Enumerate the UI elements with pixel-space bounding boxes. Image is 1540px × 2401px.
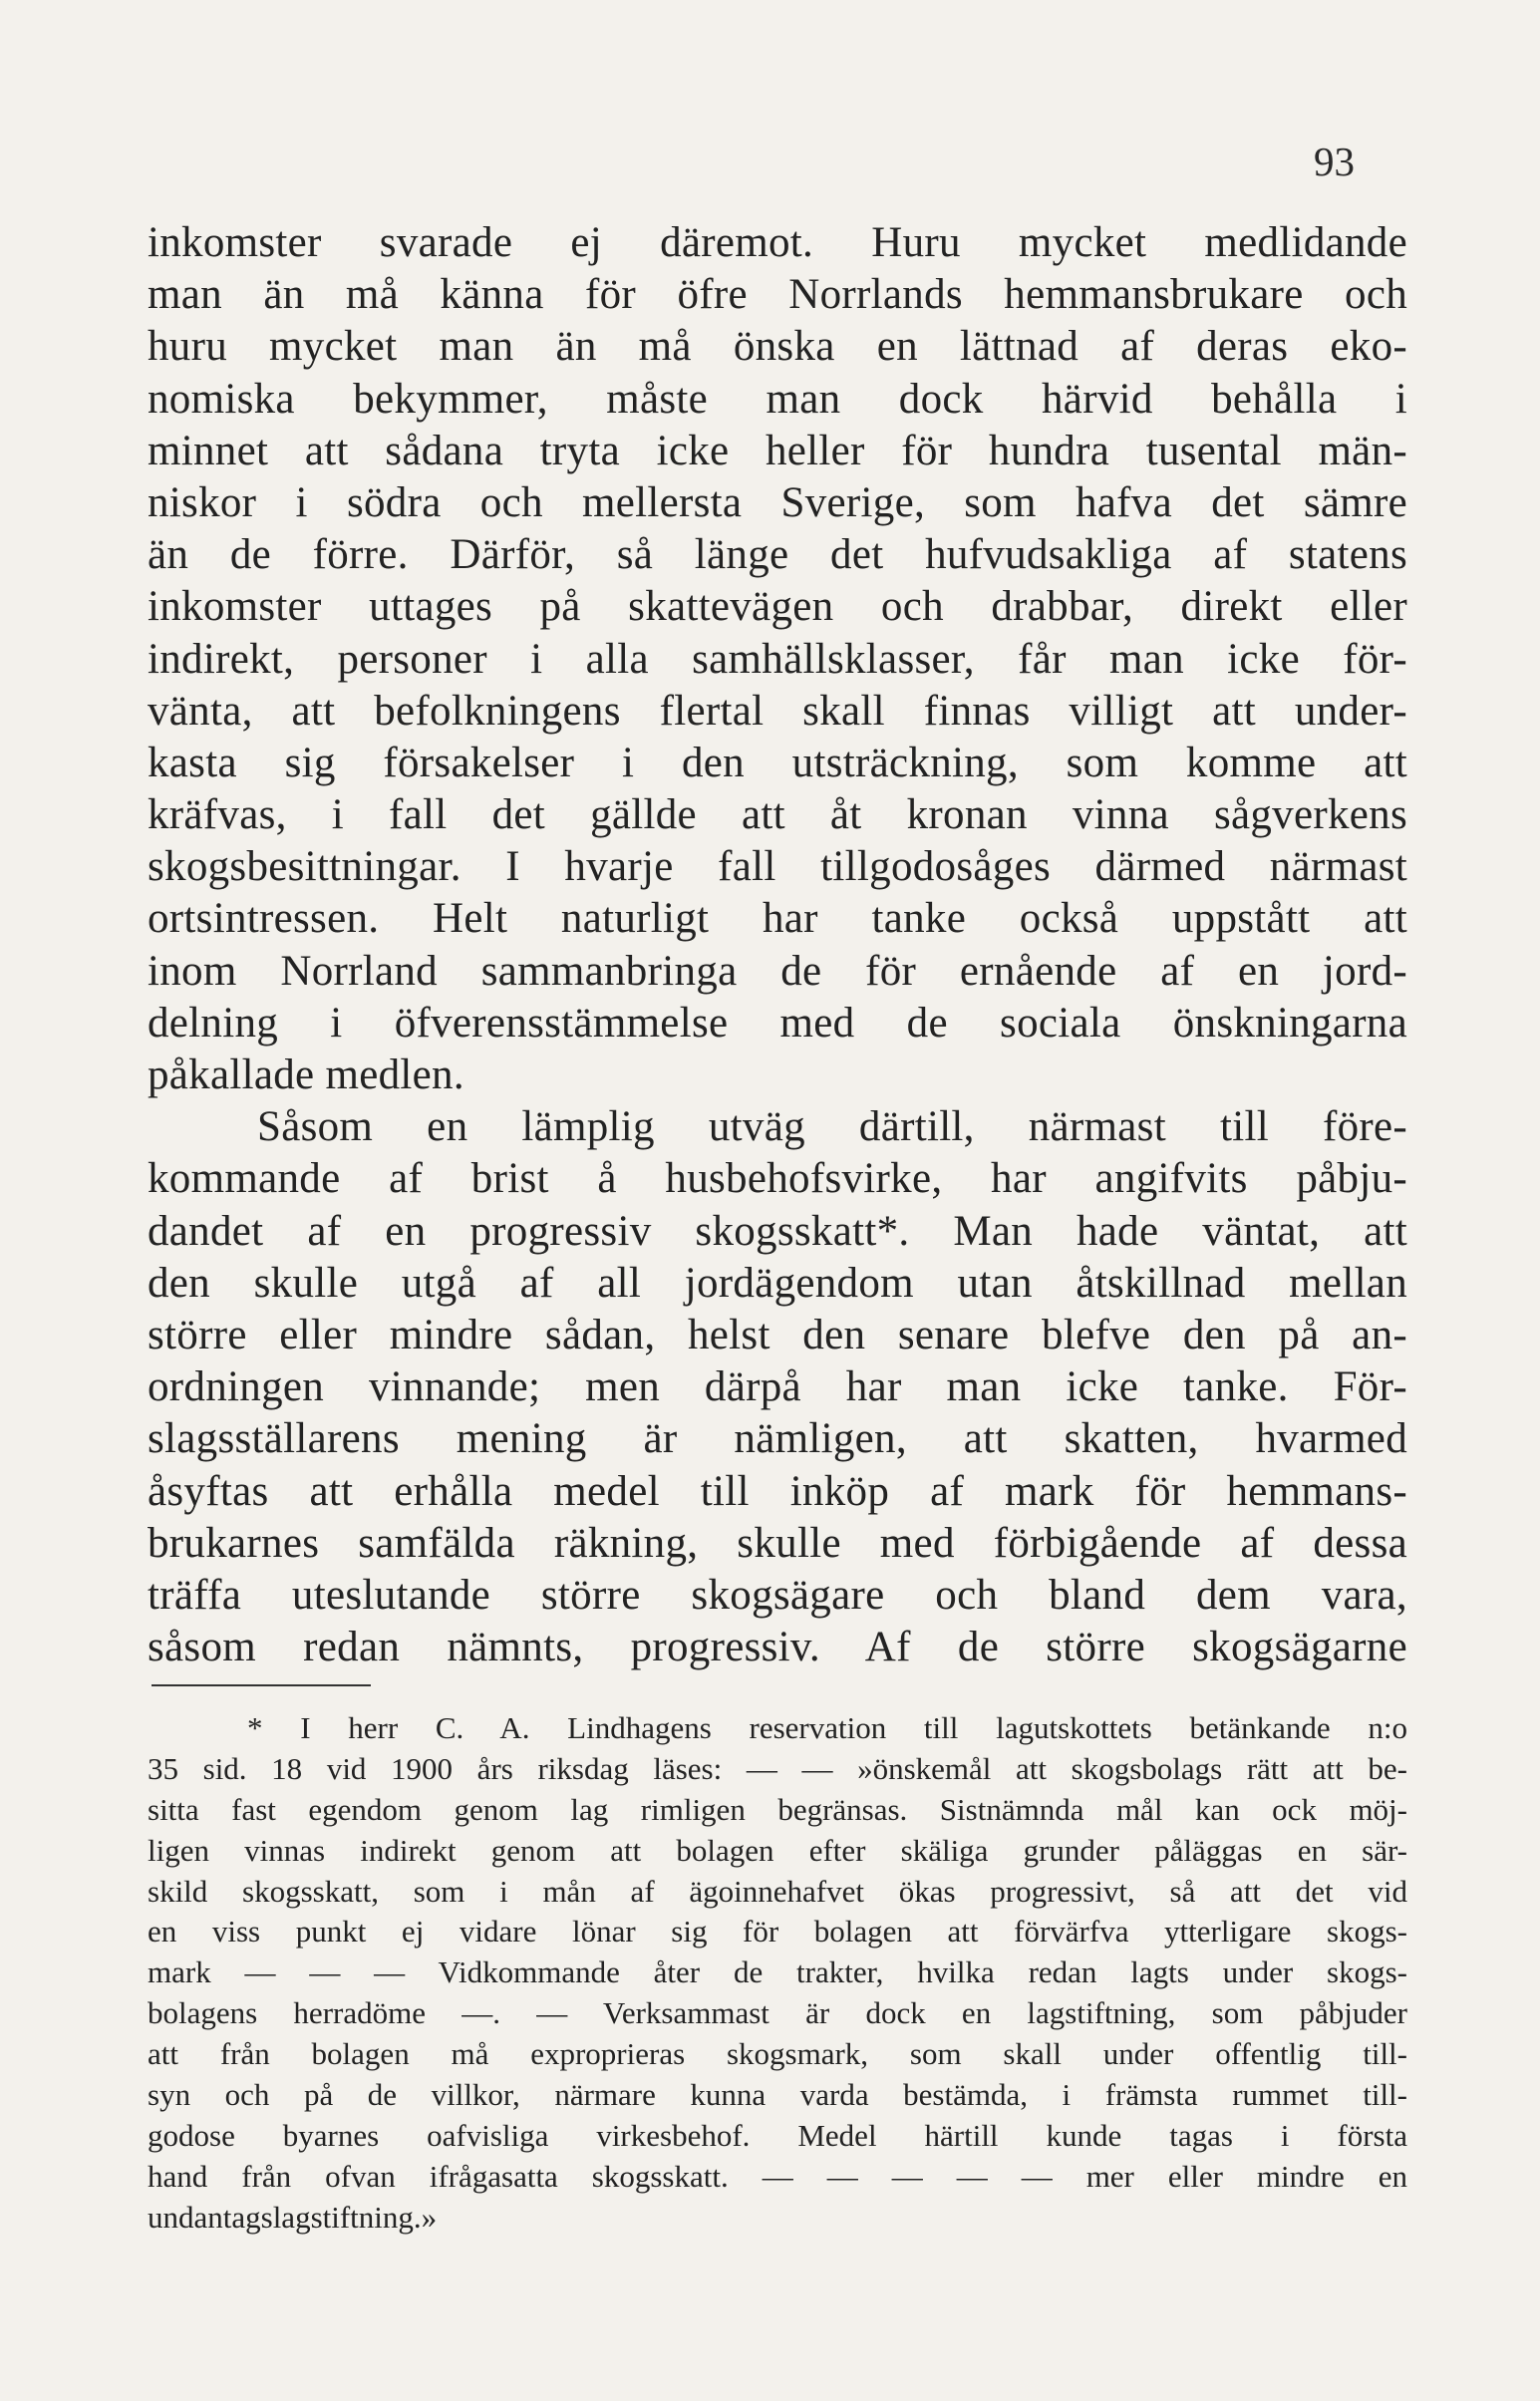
body-line: den skulle utgå af all jordägendom utan åtskillnad mellan — [148, 1259, 1407, 1307]
body-line: inkomster svarade ej däremot. Huru mycket medlidande — [148, 219, 1407, 266]
body-line: ordningen vinnande; men därpå har man icke tanke. För- — [148, 1363, 1407, 1411]
body-line: nomiska bekymmer, måste man dock härvid behålla i — [148, 375, 1407, 423]
footnote-line: ligen vinnas indirekt genom att bolagen efter skäliga grunder påläggas en sär- — [148, 1832, 1407, 1868]
body-line: man än må känna för öfre Norrlands hemmansbrukare och — [148, 271, 1407, 319]
body-line: brukarnes samfälda räkning, skulle med förbigående af dessa — [148, 1519, 1407, 1567]
page-number: 93 — [1314, 139, 1355, 184]
footnote-line: en viss punkt ej vidare lönar sig för bolagen att förvärfva ytterligare skogs- — [148, 1914, 1407, 1950]
body-line: ortsintressen. Helt naturligt har tanke också uppstått att — [148, 895, 1407, 943]
body-line: kommande af brist å husbehofsvirke, har angifvits påbju- — [148, 1155, 1407, 1203]
footnote-line: undantagslagstiftning.» — [148, 2199, 438, 2235]
body-line: minnet att sådana tryta icke heller för hundra tusental män- — [148, 427, 1407, 474]
footnote-line: skild skogsskatt, som i mån af ägoinnehafvet ökas progressivt, så att det vid — [148, 1873, 1407, 1909]
footnote-line: bolagens herradöme —. — Verksammast är dock en lagstiftning, som påbjuder — [148, 1995, 1407, 2031]
footnote-divider — [152, 1684, 371, 1686]
footnote — [148, 1708, 1407, 2239]
body-line: kasta sig försakelser i den utsträckning, som komme att — [148, 739, 1407, 786]
footnote-line: syn och på de villkor, närmare kunna varda bestämda, i främsta rummet till- — [148, 2077, 1407, 2113]
footnote-line: sitta fast egendom genom lag rimligen begränsas. Sistnämnda mål kan ock möj- — [148, 1791, 1407, 1827]
body-line: dandet af en progressiv skogsskatt*. Man hade väntat, att — [148, 1207, 1407, 1255]
body-line: påkallade medlen. — [148, 1051, 464, 1098]
footnote-line: 35 sid. 18 vid 1900 års riksdag läses: — — »önskemål att skogsbolags rätt att be- — [148, 1750, 1407, 1786]
body-line: indirekt, personer i alla samhällsklasser, får man icke för- — [148, 635, 1407, 683]
body-line: inom Norrland sammanbringa de för ernående af en jord- — [148, 947, 1407, 995]
body-line: skogsbesittningar. I hvarje fall tillgodosåges därmed närmast — [148, 843, 1407, 891]
body-line: vänta, att befolkningens flertal skall finnas villigt att under- — [148, 687, 1407, 735]
body-line: delning i öfverensstämmelse med de sociala önskningarna — [148, 999, 1407, 1047]
body-line: Såsom en lämplig utväg därtill, närmast till före- — [257, 1103, 1407, 1151]
body-line: än de förre. Därför, så länge det hufvudsakliga af statens — [148, 531, 1407, 579]
body-line: slagsställarens mening är nämligen, att skatten, hvarmed — [148, 1415, 1407, 1463]
body-line: träffa uteslutande större skogsägare och bland dem vara, — [148, 1571, 1407, 1619]
body-line: större eller mindre sådan, helst den senare blefve den på an- — [148, 1311, 1407, 1358]
footnote-line: * I herr C. A. Lindhagens reservation till lagutskottets betänkande n:o — [247, 1710, 1407, 1745]
body-line: åsyftas att erhålla medel till inköp af mark för hemmans- — [148, 1467, 1407, 1515]
body-line: niskor i södra och mellersta Sverige, som hafva det sämre — [148, 478, 1407, 526]
body-text — [148, 217, 1407, 1673]
footnote-line: mark — — — Vidkommande åter de trakter, hvilka redan lagts under skogs- — [148, 1954, 1407, 1990]
body-line: huru mycket man än må önska en lättnad af deras eko- — [148, 323, 1407, 371]
body-line: kräfvas, i fall det gällde att åt kronan vinna sågverkens — [148, 791, 1407, 839]
body-line: såsom redan nämnts, progressiv. Af de större skogsägarne — [148, 1624, 1407, 1671]
footnote-line: godose byarnes oafvisliga virkesbehof. Medel härtill kunde tagas i första — [148, 2117, 1407, 2153]
footnote-line: hand från ofvan ifrågasatta skogsskatt. — — — — — mer eller mindre en — [148, 2158, 1407, 2194]
body-line: inkomster uttages på skattevägen och drabbar, direkt eller — [148, 583, 1407, 631]
footnote-line: att från bolagen må exproprieras skogsmark, som skall under offentlig till- — [148, 2036, 1407, 2072]
